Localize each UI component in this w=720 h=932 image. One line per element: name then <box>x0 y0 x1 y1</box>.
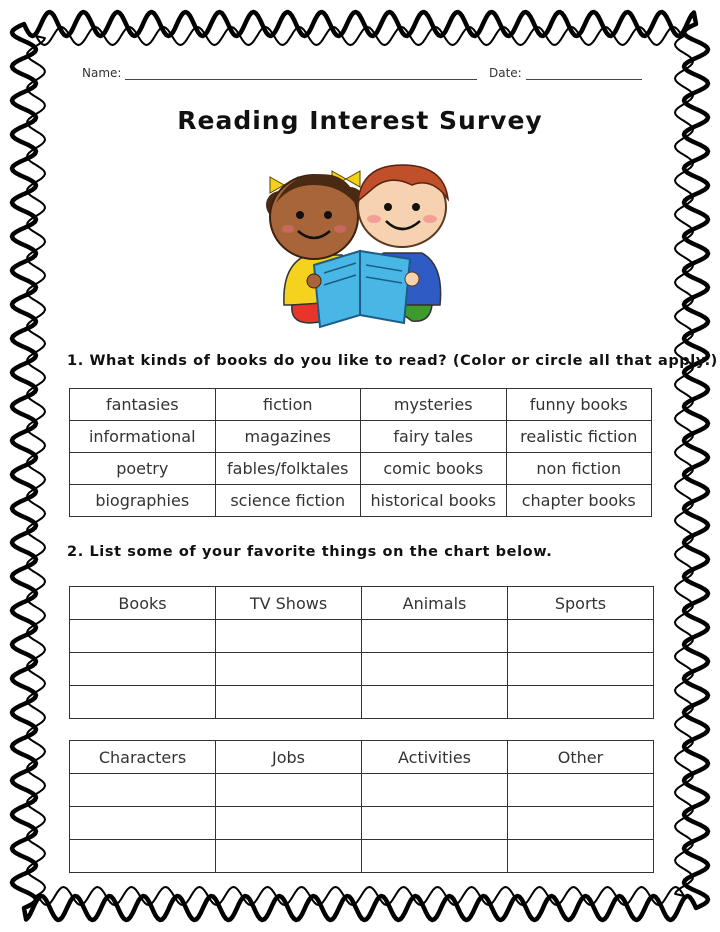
genre-option[interactable]: fairy tales <box>361 421 507 453</box>
genre-row <box>70 453 652 485</box>
genre-option[interactable]: fantasies <box>70 389 216 421</box>
genre-row <box>70 421 652 453</box>
chart-answer-cell[interactable] <box>508 620 654 653</box>
chart-answer-cell[interactable] <box>508 774 654 807</box>
genre-option[interactable]: non fiction <box>506 453 652 485</box>
chart-answer-cell[interactable] <box>508 686 654 719</box>
genre-option[interactable]: realistic fiction <box>506 421 652 453</box>
genre-option[interactable]: comic books <box>361 453 507 485</box>
chart-answer-cell[interactable] <box>508 807 654 840</box>
chart-header-cell: Books <box>70 587 216 620</box>
name-field[interactable] <box>82 66 477 80</box>
chart-answer-row <box>70 807 654 840</box>
children-reading-illustration <box>262 155 460 330</box>
chart-header-cell: Other <box>508 741 654 774</box>
chart-answer-cell[interactable] <box>216 620 362 653</box>
genre-option[interactable]: biographies <box>70 485 216 517</box>
genre-option[interactable]: science fiction <box>215 485 361 517</box>
chart-header-row <box>70 741 654 774</box>
chart-header-cell: Jobs <box>216 741 362 774</box>
chart-header-cell: Animals <box>362 587 508 620</box>
question-2: 2. List some of your favorite things on the chart below. <box>67 544 553 560</box>
chart-answer-row <box>70 620 654 653</box>
chart-answer-cell[interactable] <box>362 774 508 807</box>
name-line[interactable] <box>125 67 477 80</box>
genre-row <box>70 485 652 517</box>
chart-answer-cell[interactable] <box>70 620 216 653</box>
chart-header-row <box>70 587 654 620</box>
chart-answer-cell[interactable] <box>362 840 508 873</box>
chart-answer-cell[interactable] <box>70 653 216 686</box>
date-field[interactable] <box>489 66 642 80</box>
chart-answer-cell[interactable] <box>508 653 654 686</box>
chart-answer-cell[interactable] <box>70 807 216 840</box>
chart-answer-row <box>70 840 654 873</box>
chart-answer-cell[interactable] <box>508 840 654 873</box>
genre-row <box>70 389 652 421</box>
genre-option[interactable]: poetry <box>70 453 216 485</box>
genre-option[interactable]: historical books <box>361 485 507 517</box>
chart-answer-cell[interactable] <box>216 653 362 686</box>
chart-header-cell: TV Shows <box>216 587 362 620</box>
page-title: Reading Interest Survey <box>177 106 543 135</box>
chart-answer-cell[interactable] <box>216 774 362 807</box>
genre-option[interactable]: mysteries <box>361 389 507 421</box>
chart-answer-cell[interactable] <box>216 807 362 840</box>
favorites-chart-1 <box>69 586 654 719</box>
chart-answer-cell[interactable] <box>362 620 508 653</box>
chart-answer-cell[interactable] <box>70 686 216 719</box>
chart-answer-cell[interactable] <box>216 840 362 873</box>
book-genre-table <box>69 388 652 517</box>
chart-answer-cell[interactable] <box>216 686 362 719</box>
genre-option[interactable]: funny books <box>506 389 652 421</box>
chart-answer-row <box>70 774 654 807</box>
genre-option[interactable]: informational <box>70 421 216 453</box>
chart-header-cell: Activities <box>362 741 508 774</box>
name-label: Name: <box>82 66 122 80</box>
chart-answer-cell[interactable] <box>70 774 216 807</box>
chart-header-cell: Sports <box>508 587 654 620</box>
date-label: Date: <box>489 66 522 80</box>
favorites-chart-2 <box>69 740 654 873</box>
question-1: 1. What kinds of books do you like to read? (Color or circle all that apply.) <box>67 353 718 369</box>
chart-answer-row <box>70 686 654 719</box>
genre-option[interactable]: fables/folktales <box>215 453 361 485</box>
genre-option[interactable]: chapter books <box>506 485 652 517</box>
chart-header-cell: Characters <box>70 741 216 774</box>
chart-answer-cell[interactable] <box>362 807 508 840</box>
chart-answer-cell[interactable] <box>362 653 508 686</box>
genre-option[interactable]: fiction <box>215 389 361 421</box>
chart-answer-cell[interactable] <box>70 840 216 873</box>
genre-option[interactable]: magazines <box>215 421 361 453</box>
chart-answer-row <box>70 653 654 686</box>
date-line[interactable] <box>526 67 642 80</box>
chart-answer-cell[interactable] <box>362 686 508 719</box>
